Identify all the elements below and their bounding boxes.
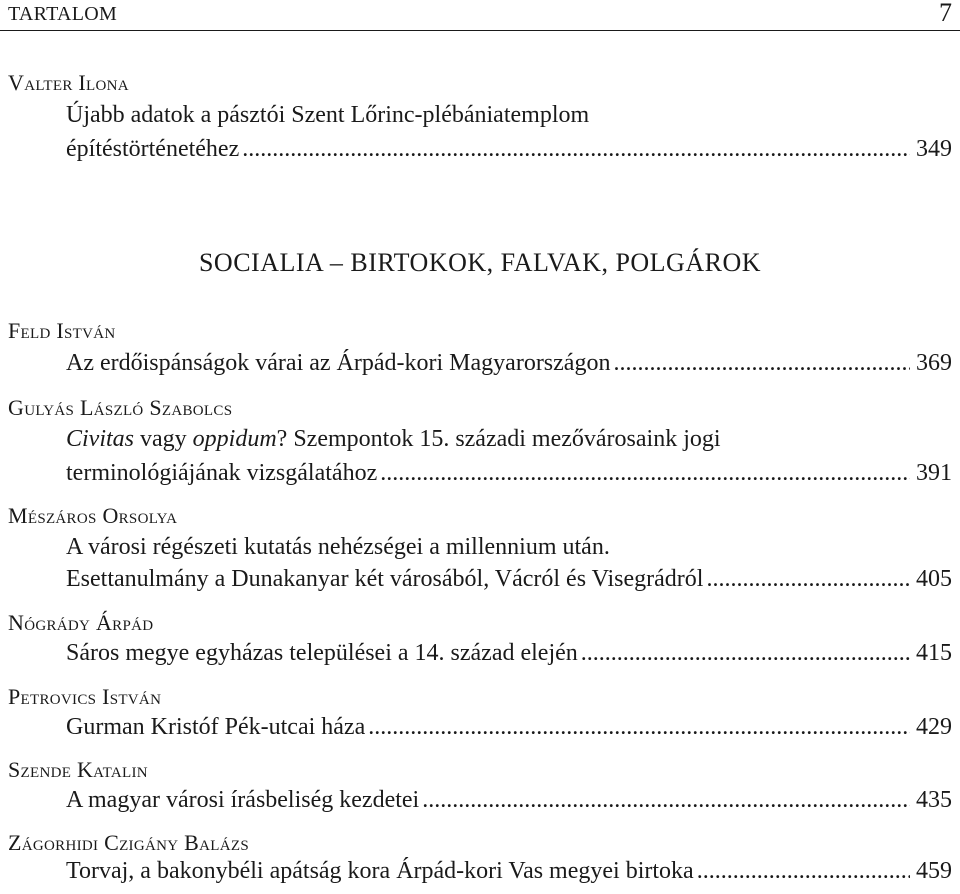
toc-entry[interactable] bbox=[66, 787, 952, 814]
dot-leader bbox=[242, 136, 910, 163]
toc-entry[interactable] bbox=[66, 136, 952, 163]
author-name: Gulyás László Szabolcs bbox=[8, 395, 233, 420]
entry-page: 435 bbox=[916, 787, 952, 813]
entry-page: 429 bbox=[916, 714, 952, 740]
entry-page: 369 bbox=[916, 350, 952, 376]
entry-title bbox=[66, 426, 721, 453]
entry-title-part: ? Szempontok 15. századi mezővárosaink jogi bbox=[276, 426, 721, 452]
dot-leader bbox=[422, 787, 910, 814]
toc-entry[interactable] bbox=[66, 350, 952, 377]
author-name: Feld István bbox=[8, 318, 116, 343]
entry-title: Esettanulmány a Dunakanyar két városából, Vácról és Visegrádról bbox=[66, 566, 704, 592]
author-name: Mészáros Orsolya bbox=[8, 503, 178, 528]
entry-title: A városi régészeti kutatás nehézségei a millennium után. bbox=[66, 534, 610, 560]
entry-page: 391 bbox=[916, 460, 952, 486]
entry-title: Újabb adatok a pásztói Szent Lőrinc-plébániatemplom bbox=[66, 102, 590, 128]
dot-leader bbox=[697, 858, 910, 885]
entry-page: 415 bbox=[916, 640, 952, 666]
entry-page: 405 bbox=[916, 566, 952, 592]
dot-leader bbox=[581, 640, 910, 667]
toc-entry[interactable] bbox=[66, 714, 952, 741]
dot-leader bbox=[706, 566, 910, 593]
toc-entry[interactable] bbox=[66, 566, 952, 593]
author-name: Petrovics István bbox=[8, 684, 162, 709]
toc-entry[interactable] bbox=[66, 640, 952, 667]
entry-title: Torvaj, a bakonybéli apátság kora Árpád-kori Vas megyei birtoka bbox=[66, 858, 694, 884]
running-header bbox=[0, 0, 960, 31]
author-name: Nógrády Árpád bbox=[8, 610, 154, 635]
toc-entry[interactable] bbox=[66, 858, 952, 885]
page-number: 7 bbox=[939, 0, 952, 27]
entry-page: 459 bbox=[916, 858, 952, 884]
entry-page: 349 bbox=[916, 136, 952, 162]
entry-title: építéstörténetéhez bbox=[66, 136, 240, 162]
dot-leader bbox=[368, 714, 910, 741]
section-title: SOCIALIA – BIRTOKOK, FALVAK, POLGÁROK bbox=[198, 248, 762, 277]
entry-title: A magyar városi írásbeliség kezdetei bbox=[66, 787, 420, 813]
dot-leader bbox=[613, 350, 910, 377]
entry-title-part: vagy bbox=[134, 426, 193, 452]
author-name: Valter Ilona bbox=[8, 70, 129, 95]
author-name: Szende Katalin bbox=[8, 757, 148, 782]
entry-title: Az erdőispánságok várai az Árpád-kori Magyarországon bbox=[66, 350, 611, 376]
toc-entry[interactable] bbox=[66, 460, 952, 487]
entry-title: Gurman Kristóf Pék-utcai háza bbox=[66, 714, 366, 740]
entry-title: terminológiájának vizsgálatához bbox=[66, 460, 378, 486]
entry-title: Sáros megye egyházas települései a 14. század elején bbox=[66, 640, 578, 666]
dot-leader bbox=[380, 460, 910, 487]
running-title: TARTALOM bbox=[8, 3, 118, 25]
entry-title-italic: oppidum bbox=[192, 426, 277, 452]
entry-title-italic: Civitas bbox=[66, 426, 135, 452]
author-name: Zágorhidi Czigány Balázs bbox=[8, 830, 249, 855]
